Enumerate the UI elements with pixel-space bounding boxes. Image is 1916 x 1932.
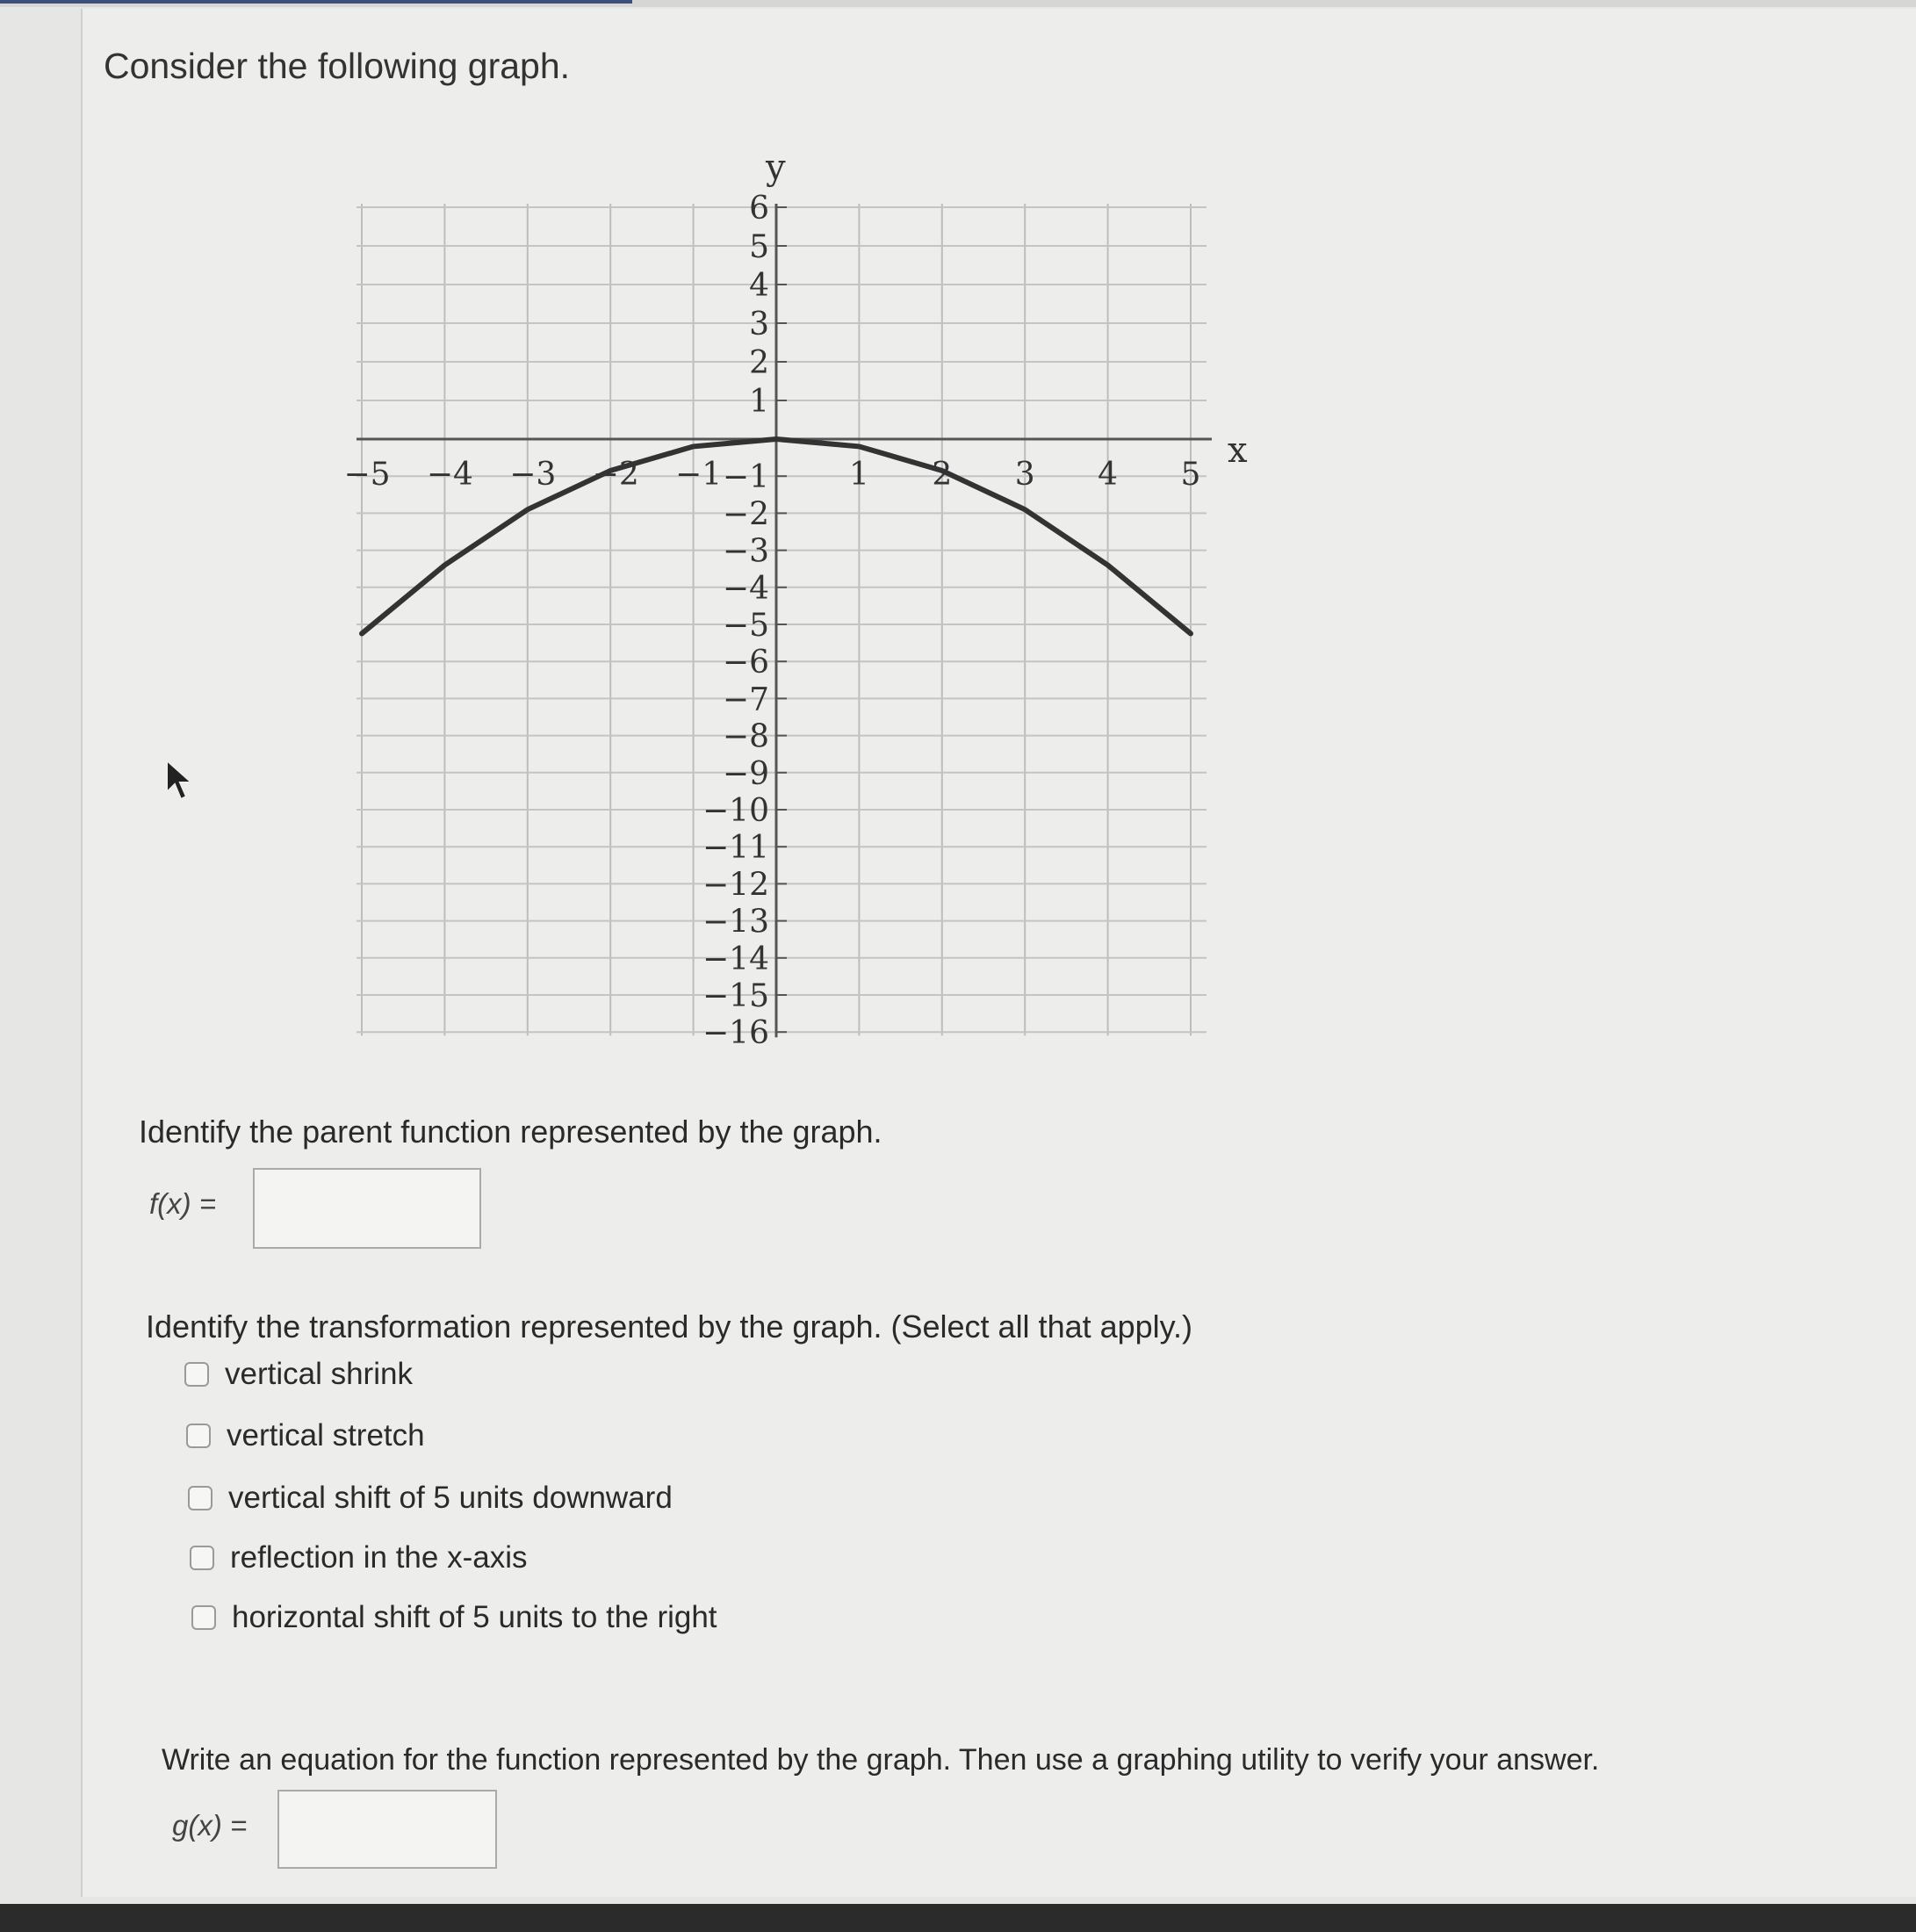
x-tick-label: −1 [675, 457, 723, 493]
y-tick-label: −15 [702, 978, 769, 1014]
equation-prompt: Write an equation for the function represented by the graph. Then use a graphing utility to verify your answer. [162, 1743, 1600, 1777]
option-vertical-shift-down[interactable] [188, 1481, 673, 1516]
mouse-cursor-icon [163, 757, 198, 806]
y-tick-label: −5 [722, 608, 769, 644]
graph-grid [357, 204, 1207, 1035]
y-tick-label: −13 [702, 904, 769, 941]
x-tick-label: 4 [1098, 457, 1119, 493]
checkbox[interactable] [188, 1486, 212, 1510]
checkbox[interactable] [184, 1362, 209, 1387]
option-vertical-shrink[interactable] [184, 1357, 413, 1392]
y-tick-label: −9 [722, 755, 769, 792]
y-tick-label: −1 [722, 459, 769, 496]
option-label: vertical shift of 5 units downward [228, 1481, 673, 1515]
option-label: reflection in the x-axis [230, 1540, 528, 1575]
y-tick-label: 6 [749, 191, 769, 227]
y-tick-label: 2 [749, 345, 769, 381]
option-reflection-x-axis[interactable] [190, 1540, 527, 1575]
y-tick-label: 1 [749, 384, 769, 420]
transformation-prompt: Identify the transformation represented by the graph. (Select all that apply.) [146, 1308, 1192, 1344]
option-label: horizontal shift of 5 units to the right [232, 1600, 717, 1634]
checkbox[interactable] [191, 1605, 216, 1630]
y-tick-label: 3 [749, 306, 769, 342]
y-tick-label: −6 [722, 645, 769, 681]
y-tick-label: −10 [702, 793, 769, 829]
x-tick-label: −2 [592, 457, 639, 493]
x-tick-label: 3 [1014, 457, 1035, 493]
g-of-x-label: g(x) = [172, 1809, 248, 1842]
graph-tick-labels [343, 191, 1200, 1051]
y-tick-label: 4 [749, 268, 769, 304]
checkbox[interactable] [186, 1424, 211, 1448]
x-tick-label: −3 [509, 457, 557, 493]
x-tick-label: −4 [426, 457, 473, 493]
graph-axes [357, 204, 1212, 1037]
option-label: vertical shrink [225, 1357, 413, 1391]
option-horizontal-shift-right[interactable] [191, 1600, 717, 1635]
x-axis-label: x [1228, 430, 1248, 471]
x-tick-label: 1 [848, 457, 869, 493]
x-tick-label: 2 [932, 457, 953, 493]
y-tick-label: −14 [702, 941, 769, 977]
y-tick-label: −7 [722, 681, 769, 718]
y-axis-label: y [766, 148, 786, 188]
parent-function-input[interactable] [253, 1168, 481, 1249]
y-tick-label: 5 [749, 229, 769, 265]
x-tick-label: 5 [1180, 457, 1201, 493]
y-tick-label: −8 [722, 718, 769, 755]
y-tick-label: −12 [702, 867, 769, 904]
equation-input[interactable] [277, 1790, 497, 1869]
f-of-x-label: f(x) = [149, 1187, 217, 1220]
y-tick-label: −3 [722, 533, 769, 570]
bottom-bar [0, 1904, 1916, 1932]
page-heading: Consider the following graph. [104, 46, 571, 86]
option-label: vertical stretch [227, 1418, 425, 1453]
y-tick-label: −11 [702, 830, 769, 867]
y-tick-label: −16 [702, 1015, 769, 1052]
x-tick-label: −5 [343, 457, 391, 493]
parent-function-prompt: Identify the parent function represented by the graph. [139, 1114, 882, 1150]
y-tick-label: −4 [722, 570, 769, 607]
option-vertical-stretch[interactable] [186, 1418, 425, 1453]
y-tick-label: −2 [722, 496, 769, 533]
checkbox[interactable] [190, 1546, 214, 1570]
